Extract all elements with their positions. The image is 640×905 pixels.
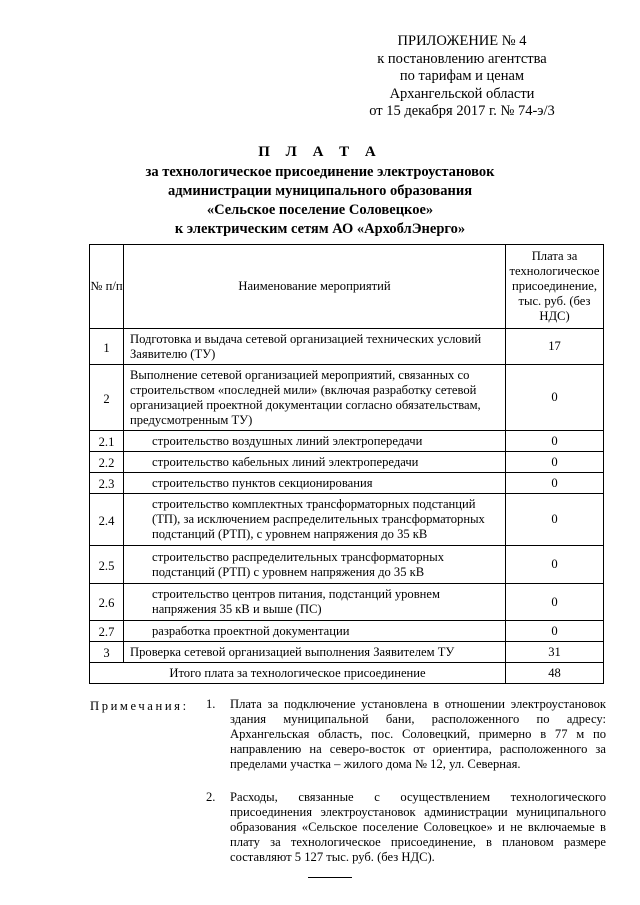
total-label: Итого плата за технологическое присоединение xyxy=(90,663,506,684)
row-value: 0 xyxy=(506,452,604,473)
table-row xyxy=(90,431,604,452)
table-row xyxy=(90,494,604,546)
fee-table xyxy=(89,244,604,684)
row-name: разработка проектной документации xyxy=(124,621,506,642)
appendix-line: по тарифам и ценам xyxy=(399,68,525,84)
table-row xyxy=(90,584,604,621)
row-value: 17 xyxy=(506,329,604,365)
table-header-row xyxy=(90,245,604,329)
row-name: строительство кабельных линий электропередачи xyxy=(124,452,506,473)
row-value: 0 xyxy=(506,494,604,546)
row-name: строительство воздушных линий электропередачи xyxy=(124,431,506,452)
header-num: № п/п xyxy=(90,245,124,329)
appendix-block xyxy=(342,33,582,121)
row-name: Проверка сетевой организацией выполнения Заявителем ТУ xyxy=(124,642,506,663)
row-num: 2.2 xyxy=(90,452,124,473)
row-num: 2 xyxy=(90,365,124,431)
row-num: 2.5 xyxy=(90,546,124,584)
row-num: 2.6 xyxy=(90,584,124,621)
closing-rule xyxy=(308,877,352,878)
row-name: строительство комплектных трансформаторных подстанций (ТП), за исключением распределительных трансформаторных подстанций (РТП), с уровнем напряжения до 35 кВ xyxy=(124,494,506,546)
row-value: 0 xyxy=(506,584,604,621)
note-number: 2. xyxy=(206,790,216,804)
title-line: «Сельское поселение Соловецкое» xyxy=(206,202,434,218)
title-line: к электрическим сетям АО «АрхоблЭнерго» xyxy=(174,221,466,237)
title-line: за технологическое присоединение электроустановок xyxy=(145,164,495,180)
row-num: 2.7 xyxy=(90,621,124,642)
total-value: 48 xyxy=(506,663,604,684)
row-num: 2.1 xyxy=(90,431,124,452)
row-name: Выполнение сетевой организацией мероприятий, связанных со строительством «последней мили» (включая разработку сетевой организацией проектной документации согласно обязательствам, предусмотренным ТУ) xyxy=(124,365,506,431)
row-value: 0 xyxy=(506,621,604,642)
header-name: Наименование мероприятий xyxy=(124,245,506,329)
table-row xyxy=(90,621,604,642)
title-heading: П Л А Т А xyxy=(258,144,382,160)
row-value: 0 xyxy=(506,546,604,584)
row-value: 31 xyxy=(506,642,604,663)
row-value: 0 xyxy=(506,473,604,494)
note-text: Расходы, связанные с осуществлением технологического присоединения электроустановок администрации муниципального образования «Сельское поселение Соловецкое» и не включаемые в плату за технологическое присоединение, в плановом размере составляют 5 127 тыс. руб. (без НДС). xyxy=(230,790,606,864)
note-number: 1. xyxy=(206,697,216,711)
appendix-date: от 15 декабря 2017 г. № 74-э/3 xyxy=(369,103,555,119)
row-name: строительство распределительных трансформаторных подстанций (РТП) с уровнем напряжения до 35 кВ xyxy=(124,546,506,584)
row-num: 2.4 xyxy=(90,494,124,546)
table-row xyxy=(90,642,604,663)
table-row xyxy=(90,452,604,473)
table-row xyxy=(90,473,604,494)
note-text: Плата за подключение установлена в отношении электроустановок здания муниципальной бани, расположенного по адресу: Архангельская область, пос. Соловецкий, примерно в 77 м по направлению на северо-восток от ориентира, расположенного за пределами участка – жилого дома № 12, ул. Северная. xyxy=(230,697,606,771)
appendix-title: ПРИЛОЖЕНИЕ № 4 xyxy=(397,33,527,49)
document-title xyxy=(0,143,640,239)
table-total-row xyxy=(90,663,604,684)
row-num: 2.3 xyxy=(90,473,124,494)
row-name: строительство пунктов секционирования xyxy=(124,473,506,494)
header-value: Плата за технологическое присоединение, тыс. руб. (без НДС) xyxy=(506,245,604,329)
table-row xyxy=(90,546,604,584)
table-row xyxy=(90,365,604,431)
row-name: Подготовка и выдача сетевой организацией технических условий Заявителю (ТУ) xyxy=(124,329,506,365)
table-row xyxy=(90,329,604,365)
notes-label: Примечания: xyxy=(90,699,189,713)
appendix-line: к постановлению агентства xyxy=(377,50,547,67)
title-line: администрации муниципального образования xyxy=(167,183,473,199)
row-value: 0 xyxy=(506,365,604,431)
row-num: 3 xyxy=(90,642,124,663)
row-num: 1 xyxy=(90,329,124,365)
row-name: строительство центров питания, подстанций уровнем напряжения 35 кВ и выше (ПС) xyxy=(124,584,506,621)
row-value: 0 xyxy=(506,431,604,452)
appendix-line: Архангельской области xyxy=(389,85,535,102)
